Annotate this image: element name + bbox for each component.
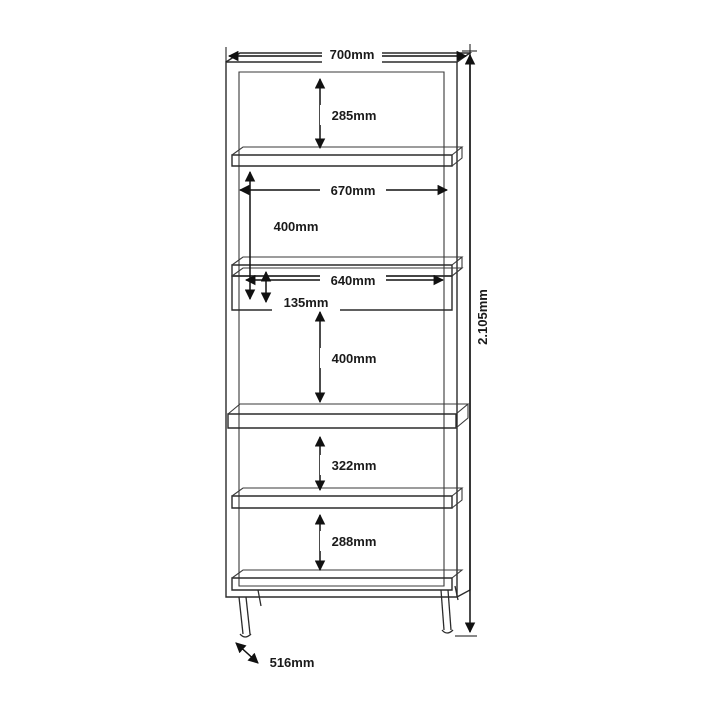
dimension-total-height	[455, 51, 492, 636]
dimension-400mm-lower	[320, 312, 388, 402]
shelves	[228, 147, 468, 590]
furniture-outline	[226, 53, 470, 597]
dim-670mm: 670mm	[330, 183, 376, 198]
dim-322mm: 322mm	[331, 458, 377, 473]
legs	[239, 586, 458, 637]
dim-135mm: 135mm	[283, 295, 329, 310]
dimension-640mm	[246, 270, 443, 290]
dim-400mm-upper: 400mm	[273, 219, 319, 234]
dimension-285mm	[320, 79, 388, 148]
dim-516mm: 516mm	[269, 655, 315, 670]
dim-285mm: 285mm	[331, 108, 377, 123]
dimension-516mm	[236, 643, 324, 672]
dim-2105mm: 2.105mm	[475, 289, 490, 345]
dimension-322mm	[320, 437, 388, 490]
dim-640mm: 640mm	[330, 273, 376, 288]
dimension-288mm	[320, 515, 388, 570]
dim-400mm-lower: 400mm	[331, 351, 377, 366]
dim-700mm: 700mm	[329, 47, 375, 62]
dimension-670mm	[240, 180, 447, 200]
dim-288mm: 288mm	[331, 534, 377, 549]
